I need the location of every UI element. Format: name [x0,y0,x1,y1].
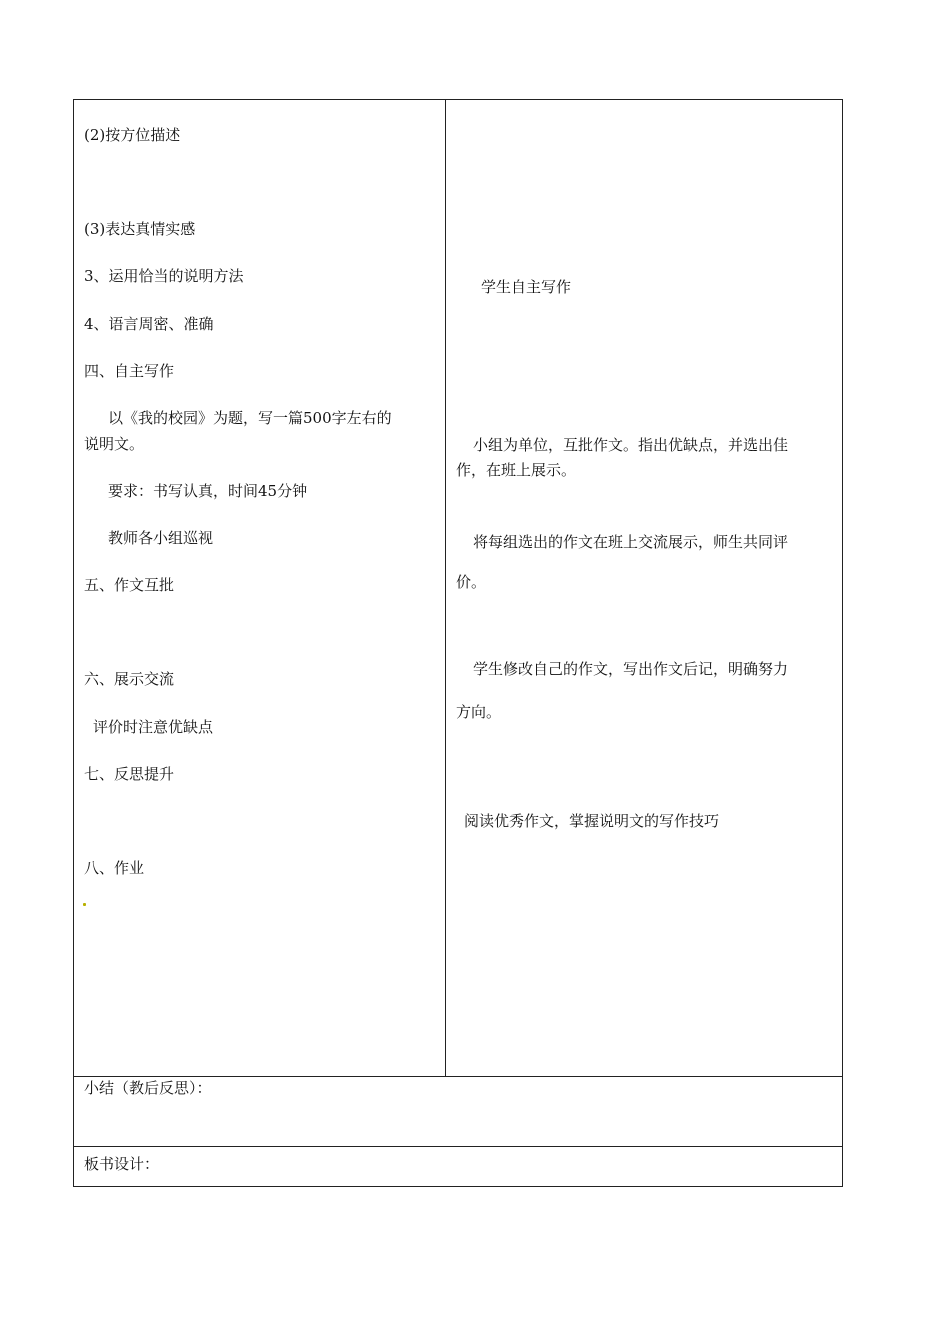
evaluation-note: 评价时注意优缺点 [93,718,214,736]
class-exchange-line-2: 价。 [456,573,487,591]
stray-mark [83,903,86,906]
section-5-heading: 五、作文互批 [84,576,175,594]
point-3-methods: 3、运用恰当的说明方法 [84,267,244,285]
group-review-line-1: 小组为单位，互批作文。指出优缺点，并选出佳 [473,436,789,454]
summary-row-divider [74,1076,842,1077]
revise-essay-line-1: 学生修改自己的作文，写出作文后记，明确努力 [473,660,789,678]
section-8-heading: 八、作业 [84,859,145,877]
section-6-heading: 六、展示交流 [84,670,175,688]
group-review-line-2: 作，在班上展示。 [456,461,577,479]
item-3-express-feelings: (3)表达真情实感 [84,220,196,238]
writing-requirement: 要求：书写认真，时间45分钟 [108,482,308,500]
revise-essay-line-2: 方向。 [456,703,502,721]
item-2-by-direction: (2)按方位描述 [84,126,181,144]
teacher-patrol-note: 教师各小组巡视 [108,529,214,547]
read-excellent-essays: 阅读优秀作文，掌握说明文的写作技巧 [464,812,720,830]
board-design-label: 板书设计： [84,1155,160,1173]
section-4-heading: 四、自主写作 [84,362,175,380]
student-writing-note: 学生自主写作 [481,278,572,296]
board-row-divider [74,1146,842,1147]
class-exchange-line-1: 将每组选出的作文在班上交流展示，师生共同评 [473,533,789,551]
writing-task-line-1: 以《我的校园》为题，写一篇500字左右的 [108,409,392,427]
summary-label: 小结（教后反思）： [84,1079,212,1097]
writing-task-line-2: 说明文。 [84,435,145,453]
section-7-heading: 七、反思提升 [84,765,175,783]
point-4-language: 4、语言周密、准确 [84,315,214,333]
lesson-plan-table [73,99,843,1187]
column-divider [445,100,446,1076]
